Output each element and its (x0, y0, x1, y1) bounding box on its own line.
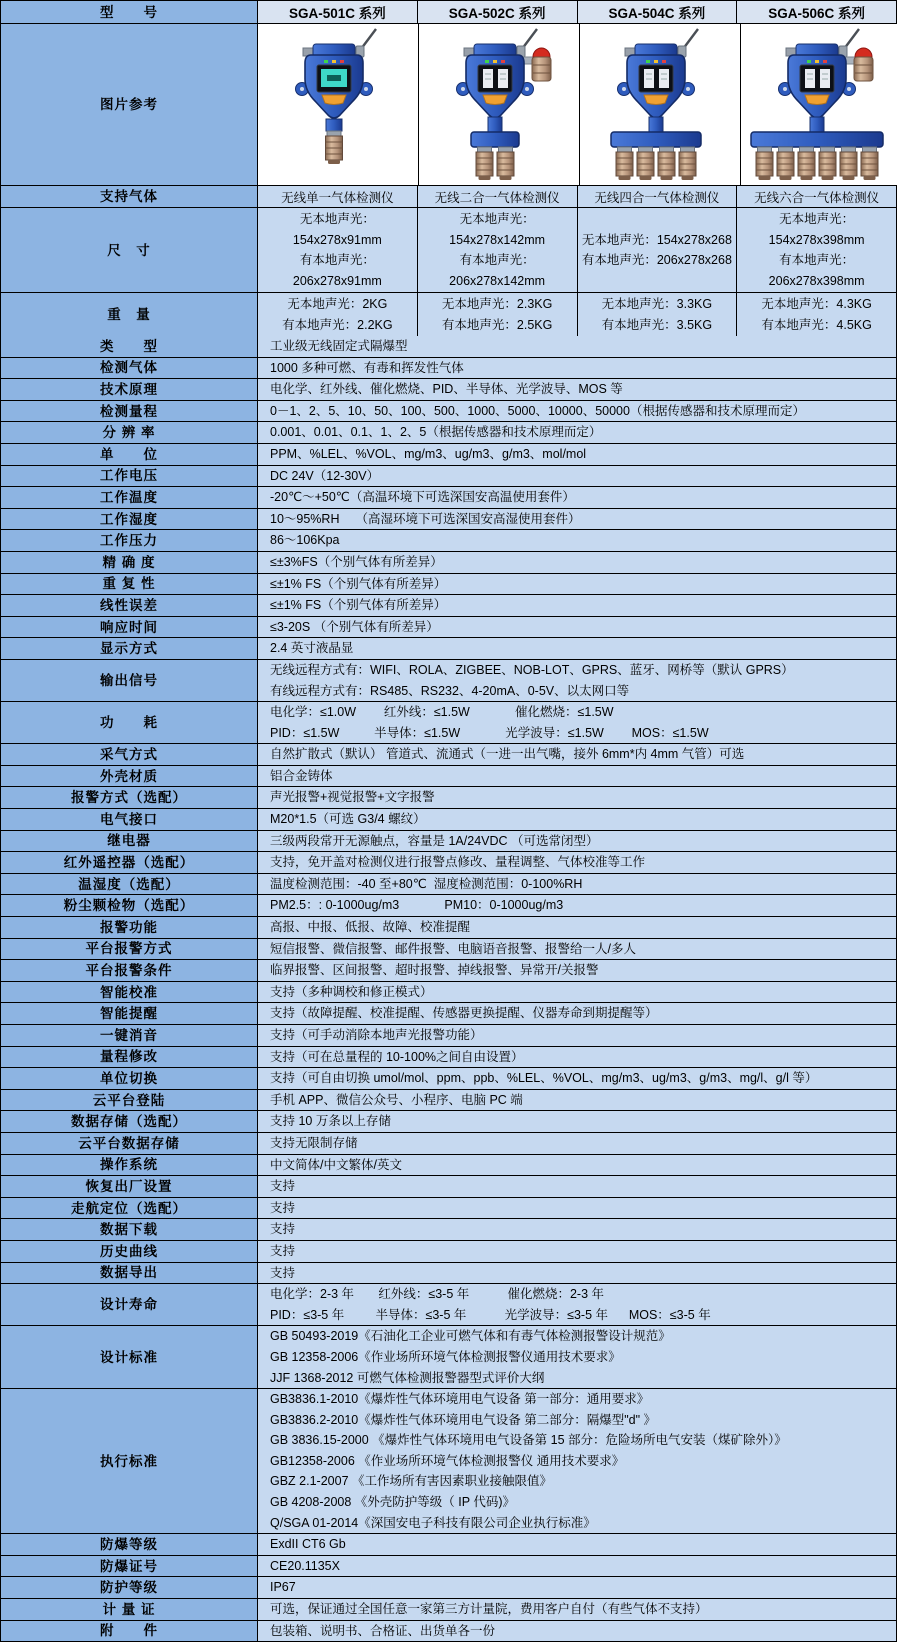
text-line: 有线远程方式有：RS485、RS232、4-20mA、0-5V、以太网口等 (270, 683, 630, 698)
spec-row-output-signal (1, 659, 896, 701)
spec-row-navigation (1, 1197, 896, 1219)
text-line: 支持，免开盖对检测仪进行报警点修改、量程调整、气体校准等工作 (270, 855, 646, 870)
text-line: ≤±1% FS（个别气体有所差异） (270, 576, 447, 591)
row-label-explosion-proof-grade: 防爆等级 (1, 1534, 258, 1555)
text-line: 短信报警、微信报警、邮件报警、电脑语音报警、报警给一人/多人 (270, 941, 636, 956)
text-line: IP67 (270, 1580, 296, 1595)
text-line: 1000 多种可燃、有毒和挥发性气体 (270, 360, 464, 375)
spec-value-humidity (258, 509, 896, 530)
spec-value-output-signal (258, 660, 896, 701)
spec-value-unit-switch (258, 1068, 896, 1089)
text-line: 有本地声光：206x278x398mm (768, 253, 865, 288)
text-line: 有本地声光：4.5KG (761, 317, 872, 332)
row-label-type: 类 型 (1, 336, 258, 357)
spec-value-resolution (258, 422, 896, 443)
device-image-sga-506c (740, 24, 899, 185)
spec-value-display (258, 638, 896, 659)
spec-row-platform-alarm-mode (1, 938, 896, 960)
spec-row-design-life (1, 1283, 896, 1325)
spec-row-cloud-storage (1, 1132, 896, 1154)
spec-value-smart-calibration (258, 982, 896, 1003)
row-label-platform-alarm-condition: 平台报警条件 (1, 960, 258, 981)
text-line: 无本地声光：154x278x142mm (449, 212, 546, 247)
row-label-output-signal: 输出信号 (1, 660, 258, 701)
text-line: GB 4208-2008 《外壳防护等级（ IP 代码)》 (270, 1495, 515, 1510)
spec-value-accessories (258, 1621, 896, 1642)
spec-row-pressure (1, 529, 896, 551)
model-header-0: SGA-501C 系列 (258, 1, 417, 23)
text-line: 0.001、0.01、0.1、1、2、5（根据传感器和技术原理而定） (270, 425, 602, 440)
text-line: 无本地声光：154x278x398mm (768, 212, 865, 247)
spec-row-voltage (1, 465, 896, 487)
text-line: 支持（故障提醒、校准提醒、传感器更换提醒、仪器寿命到期提醒等） (270, 1006, 658, 1021)
spec-value-protection-grade (258, 1577, 896, 1598)
row-label-alarm-function: 报警功能 (1, 917, 258, 938)
device-image-sga-502c (418, 24, 579, 185)
text-line: GB 3836.15-2000 《爆炸性气体环境用电气设备第 15 部分：危险场所电气安装（煤矿除外）》 (270, 1433, 787, 1448)
row-label-range-modify: 量程修改 (1, 1047, 258, 1068)
spec-row-principle (1, 378, 896, 400)
spec-row-alarm-mode (1, 786, 896, 808)
spec-row-smart-reminder (1, 1002, 896, 1024)
row-label-data-export: 数据导出 (1, 1263, 258, 1284)
spec-row-one-key-mute (1, 1024, 896, 1046)
spec-row-unit (1, 443, 896, 465)
spec-value-housing (258, 766, 896, 787)
text-line: 温度检测范围：-40 至+80℃ 湿度检测范围：0-100%RH (270, 876, 583, 891)
spec-value-navigation (258, 1198, 896, 1219)
row-label-gases: 检测气体 (1, 358, 258, 379)
spec-value-design-life (258, 1284, 896, 1325)
weight-row (1, 292, 896, 336)
text-line: 有本地声光：206x278x142mm (449, 253, 546, 288)
spec-value-principle (258, 379, 896, 400)
row-label-design-life: 设计寿命 (1, 1284, 258, 1325)
weight-value-1 (417, 293, 577, 336)
spec-value-ir-remote (258, 852, 896, 873)
row-label-temp-humidity: 温湿度（选配） (1, 874, 258, 895)
row-label-image: 图片参考 (1, 24, 258, 185)
text-line: 支持 (270, 1265, 296, 1280)
text-line: 有本地声光：3.5KG (601, 317, 713, 332)
spec-row-factory-reset (1, 1175, 896, 1197)
device-image-cells (258, 24, 899, 185)
spec-value-history-curve (258, 1241, 896, 1262)
text-line: PID：≤1.5W 半导体：≤1.5W 光学波导：≤1.5W MOS：≤1.5W (270, 725, 709, 740)
text-line: 2.4 英寸液晶显 (270, 641, 354, 656)
text-line: 有本地声光：206x278x91mm (292, 253, 382, 288)
row-label-resolution: 分 辨 率 (1, 422, 258, 443)
text-line: 工业级无线固定式隔爆型 (270, 339, 408, 353)
text-line: 支持 (270, 1179, 296, 1194)
device-illustration (419, 27, 579, 185)
device-illustration (258, 27, 418, 185)
spec-row-repeatability (1, 573, 896, 595)
text-line: ExdII CT6 Gb (270, 1537, 346, 1552)
size-cells (258, 208, 896, 292)
text-line: 支持无限制存储 (270, 1135, 358, 1150)
spec-value-data-export (258, 1263, 896, 1284)
text-line: 无本地声光：4.3KG (761, 297, 872, 311)
spec-row-execution-standard (1, 1388, 896, 1533)
row-label-factory-reset: 恢复出厂设置 (1, 1176, 258, 1197)
text-line: PID：≤3-5 年 半导体：≤3-5 年 光学波导：≤3-5 年 MOS：≤3-5 年 (270, 1307, 711, 1322)
spec-row-resolution (1, 421, 896, 443)
row-label-relay: 继电器 (1, 831, 258, 852)
row-label-design-standard: 设计标准 (1, 1326, 258, 1388)
supported-gas-value-1: 无线二合一气体检测仪 (417, 186, 577, 207)
spec-row-platform-alarm-condition (1, 959, 896, 981)
text-line: 支持 (270, 1200, 296, 1215)
model-header-3: SGA-506C 系列 (736, 1, 896, 23)
size-value-3 (736, 208, 896, 292)
row-label-smart-reminder: 智能提醒 (1, 1003, 258, 1024)
spec-row-explosion-proof-cert (1, 1555, 896, 1577)
spec-value-pressure (258, 530, 896, 551)
spec-row-data-storage (1, 1110, 896, 1132)
model-header-1: SGA-502C 系列 (417, 1, 577, 23)
row-label-pressure: 工作压力 (1, 530, 258, 551)
supported-gas-value-2: 无线四合一气体检测仪 (577, 186, 737, 207)
spec-value-range (258, 401, 896, 422)
row-label-metering-cert: 计 量 证 (1, 1599, 258, 1620)
row-label-protection-grade: 防护等级 (1, 1577, 258, 1598)
spec-row-housing (1, 765, 896, 787)
spec-value-electrical-interface (258, 809, 896, 830)
text-line: 三级两段常开无源触点，容量是 1A/24VDC （可选常闭型） (270, 833, 599, 848)
text-line: GB12358-2006 《作业场所环境气体检测报警仪 通用技术要求》 (270, 1453, 625, 1468)
spec-row-response-time (1, 616, 896, 638)
text-line: 手机 APP、微信公众号、小程序、电脑 PC 端 (270, 1092, 523, 1107)
text-line: 支持（可在总量程的 10-100%之间自由设置） (270, 1049, 524, 1064)
row-label-linearity: 线性误差 (1, 595, 258, 616)
text-line: 包装箱、说明书、合格证、出货单各一份 (270, 1623, 496, 1638)
spec-row-history-curve (1, 1240, 896, 1262)
text-line: 临界报警、区间报警、超时报警、掉线报警、异常开/关报警 (270, 963, 599, 978)
text-line: ≤±1% FS（个别气体有所差异） (270, 598, 447, 613)
row-label-humidity: 工作湿度 (1, 509, 258, 530)
row-label-principle: 技术原理 (1, 379, 258, 400)
spec-value-alarm-mode (258, 787, 896, 808)
row-label-platform-alarm-mode: 平台报警方式 (1, 939, 258, 960)
text-line: CE20.1135X (270, 1558, 340, 1573)
text-line: 无本地声光：154x278x91mm (292, 212, 382, 247)
spec-value-gases (258, 358, 896, 379)
row-label-alarm-mode: 报警方式（选配） (1, 787, 258, 808)
spec-value-data-storage (258, 1111, 896, 1132)
text-line: M20*1.5（可选 G3/4 螺纹） (270, 812, 426, 827)
row-label-one-key-mute: 一键消音 (1, 1025, 258, 1046)
row-label-smart-calibration: 智能校准 (1, 982, 258, 1003)
spec-row-explosion-proof-grade (1, 1533, 896, 1555)
row-label-accuracy: 精 确 度 (1, 552, 258, 573)
image-reference-row (1, 23, 896, 185)
row-label-response-time: 响应时间 (1, 617, 258, 638)
spec-value-unit (258, 444, 896, 465)
spec-row-sampling (1, 743, 896, 765)
row-label-size: 尺 寸 (1, 208, 258, 292)
spec-row-temp-humidity (1, 873, 896, 895)
text-line: 支持（多种调校和修正模式） (270, 984, 433, 999)
spec-row-relay (1, 830, 896, 852)
spec-row-data-download (1, 1218, 896, 1240)
row-label-repeatability: 重 复 性 (1, 574, 258, 595)
spec-value-sampling (258, 744, 896, 765)
spec-row-temperature (1, 486, 896, 508)
spec-row-accuracy (1, 551, 896, 573)
row-label-data-storage: 数据存储（选配） (1, 1111, 258, 1132)
text-line: 有本地声光：206x278x268 (581, 253, 732, 267)
text-line: 支持（可自由切换 umol/mol、ppm、ppb、%LEL、%VOL、mg/m3、ug/m3、g/m3、mg/l、g/l 等） (270, 1071, 818, 1086)
text-line: GB3836.2-2010《爆炸性气体环境用电气设备 第二部分：隔爆型"d" 》 (270, 1412, 657, 1427)
row-label-ir-remote: 红外遥控器（选配） (1, 852, 258, 873)
size-value-1 (417, 208, 577, 292)
text-line: 高报、中报、低报、故障、校准提醒 (270, 920, 471, 935)
spec-value-explosion-proof-grade (258, 1534, 896, 1555)
row-label-os: 操作系统 (1, 1155, 258, 1176)
spec-value-alarm-function (258, 917, 896, 938)
spec-value-linearity (258, 595, 896, 616)
text-line: 电化学、红外线、催化燃烧、PID、半导体、光学波导、MOS 等 (270, 382, 623, 397)
spec-value-data-download (258, 1219, 896, 1240)
text-line: -20℃～+50℃（高温环境下可选深国安高温使用套件） (270, 490, 575, 505)
row-label-execution-standard: 执行标准 (1, 1389, 258, 1533)
spec-row-power (1, 701, 896, 743)
size-value-2 (577, 208, 737, 292)
spec-rows-container (1, 336, 896, 1641)
row-label-unit-switch: 单位切换 (1, 1068, 258, 1089)
model-header-row (1, 1, 896, 23)
spec-value-design-standard (258, 1326, 896, 1388)
text-line: 0－1、2、5、10、50、100、500、1000、5000、10000、50000（根据传感器和技术原理而定） (270, 403, 805, 418)
spec-row-unit-switch (1, 1067, 896, 1089)
supported-gas-cells (258, 186, 896, 207)
text-line: 中文简体/中文繁体/英文 (270, 1157, 402, 1172)
supported-gas-value-3: 无线六合一气体检测仪 (736, 186, 896, 207)
spec-row-accessories (1, 1620, 896, 1642)
spec-row-design-standard (1, 1325, 896, 1388)
text-line: 自然扩散式（默认） 管道式、流通式（一进一出气嘴，接外 6mm*内 4mm 气管）可选 (270, 747, 745, 762)
row-label-temperature: 工作温度 (1, 487, 258, 508)
spec-value-power (258, 702, 896, 743)
spec-value-cloud-storage (258, 1133, 896, 1154)
row-label-voltage: 工作电压 (1, 466, 258, 487)
spec-value-platform-alarm-condition (258, 960, 896, 981)
weight-value-0 (258, 293, 417, 336)
spec-value-temp-humidity (258, 874, 896, 895)
weight-cells (258, 293, 896, 336)
spec-value-factory-reset (258, 1176, 896, 1197)
spec-value-execution-standard (258, 1389, 896, 1533)
text-line: GB 50493-2019《石油化工企业可燃气体和有毒气体检测报警设计规范》 (270, 1329, 671, 1344)
text-line: Q/SGA 01-2014《深国安电子科技有限公司企业执行标准》 (270, 1515, 596, 1530)
spec-value-type (258, 336, 896, 357)
supported-gas-value-0: 无线单一气体检测仪 (258, 186, 417, 207)
spec-value-smart-reminder (258, 1003, 896, 1024)
spec-value-temperature (258, 487, 896, 508)
text-line: GBZ 2.1-2007 《工作场所有害因素职业接触限值》 (270, 1474, 552, 1489)
row-label-weight: 重 量 (1, 293, 258, 336)
text-line: 10～95%RH （高湿环境下可选深国安高湿使用套件） (270, 511, 581, 526)
spec-value-repeatability (258, 574, 896, 595)
text-line: PPM、%LEL、%VOL、mg/m3、ug/m3、g/m3、mol/mol (270, 446, 587, 461)
text-line: ≤±3%FS（个别气体有所差异） (270, 554, 443, 569)
spec-row-range (1, 400, 896, 422)
spec-row-display (1, 637, 896, 659)
spec-value-accuracy (258, 552, 896, 573)
text-line: 电化学：≤1.0W 红外线：≤1.5W 催化燃烧：≤1.5W (270, 705, 614, 720)
weight-value-2 (577, 293, 737, 336)
spec-row-humidity (1, 508, 896, 530)
spec-row-os (1, 1154, 896, 1176)
text-line: 电化学：2-3 年 红外线：≤3-5 年 催化燃烧：2-3 年 (270, 1287, 604, 1302)
text-line: DC 24V（12-30V） (270, 468, 380, 483)
spec-row-cloud-login (1, 1089, 896, 1111)
text-line: JJF 1368-2012 可燃气体检测报警器型式评价大纲 (270, 1370, 545, 1385)
spec-value-one-key-mute (258, 1025, 896, 1046)
spec-value-range-modify (258, 1047, 896, 1068)
row-label-sampling: 采气方式 (1, 744, 258, 765)
spec-row-smart-calibration (1, 981, 896, 1003)
text-line: PM2.5：: 0-1000ug/m3 PM10：0-1000ug/m3 (270, 898, 564, 913)
weight-value-3 (736, 293, 896, 336)
row-label-display: 显示方式 (1, 638, 258, 659)
spec-row-metering-cert (1, 1598, 896, 1620)
device-illustration (580, 27, 740, 185)
row-label-history-curve: 历史曲线 (1, 1241, 258, 1262)
row-label-explosion-proof-cert: 防爆证号 (1, 1556, 258, 1577)
row-label-support: 支持气体 (1, 186, 258, 207)
spec-value-response-time (258, 617, 896, 638)
spec-row-range-modify (1, 1046, 896, 1068)
text-line: 有本地声光：2.5KG (441, 317, 553, 332)
supported-gas-row (1, 185, 896, 207)
text-line: 有本地声光：2.2KG (282, 317, 393, 332)
text-line: 无本地声光：3.3KG (601, 297, 713, 311)
spec-value-voltage (258, 466, 896, 487)
row-label-model: 型 号 (1, 1, 258, 23)
spec-row-protection-grade (1, 1576, 896, 1598)
text-line: 无线远程方式有：WIFI、ROLA、ZIGBEE、NOB-LOT、GPRS、蓝牙、网桥等（默认 GPRS） (270, 662, 794, 677)
text-line: 无本地声光：2.3KG (441, 297, 553, 311)
text-line: 支持 (270, 1222, 296, 1237)
text-line: 支持 (270, 1243, 296, 1258)
size-value-0 (258, 208, 417, 292)
row-label-cloud-storage: 云平台数据存储 (1, 1133, 258, 1154)
text-line: 可选，保证通过全国任意一家第三方计量院，费用客户自付（有些气体不支持） (270, 1602, 708, 1617)
row-label-power: 功 耗 (1, 702, 258, 743)
text-line: 声光报警+视觉报警+文字报警 (270, 790, 435, 805)
spec-value-metering-cert (258, 1599, 896, 1620)
row-label-housing: 外壳材质 (1, 766, 258, 787)
spec-row-electrical-interface (1, 808, 896, 830)
row-label-electrical-interface: 电气接口 (1, 809, 258, 830)
text-line: ≤3-20S （个别气体有所差异） (270, 619, 439, 634)
spec-value-dust (258, 895, 896, 916)
spec-row-gases (1, 357, 896, 379)
spec-row-data-export (1, 1262, 896, 1284)
text-line: 支持 10 万条以上存储 (270, 1114, 391, 1129)
row-label-range: 检测量程 (1, 401, 258, 422)
row-label-data-download: 数据下载 (1, 1219, 258, 1240)
text-line: 无本地声光：2KG (287, 297, 388, 311)
spec-value-relay (258, 831, 896, 852)
row-label-cloud-login: 云平台登陆 (1, 1090, 258, 1111)
device-image-sga-504c (579, 24, 740, 185)
text-line: GB 12358-2006《作业场所环境气体检测报警仪通用技术要求》 (270, 1349, 621, 1364)
row-label-dust: 粉尘颗检物（选配） (1, 895, 258, 916)
spec-value-explosion-proof-cert (258, 1556, 896, 1577)
row-label-unit: 单 位 (1, 444, 258, 465)
model-header-cells (258, 1, 896, 23)
text-line: 支持（可手动消除本地声光报警功能） (270, 1028, 483, 1042)
device-illustration (741, 27, 899, 185)
device-image-sga-501c (258, 24, 418, 185)
row-label-navigation: 走航定位（选配） (1, 1198, 258, 1219)
spec-value-platform-alarm-mode (258, 939, 896, 960)
text-line: 铝合金铸体 (270, 768, 333, 783)
model-header-2: SGA-504C 系列 (577, 1, 737, 23)
size-row (1, 207, 896, 292)
text-line: 无本地声光：154x278x268 (581, 232, 732, 247)
spec-value-os (258, 1155, 896, 1176)
spec-row-ir-remote (1, 851, 896, 873)
spec-row-dust (1, 894, 896, 916)
row-label-accessories: 附 件 (1, 1621, 258, 1642)
text-line: 86～106Kpa (270, 533, 340, 548)
spec-row-alarm-function (1, 916, 896, 938)
spec-row-linearity (1, 594, 896, 616)
spec-row-type (1, 336, 896, 357)
text-line: GB3836.1-2010《爆炸性气体环境用电气设备 第一部分：通用要求》 (270, 1392, 650, 1407)
spec-value-cloud-login (258, 1090, 896, 1111)
